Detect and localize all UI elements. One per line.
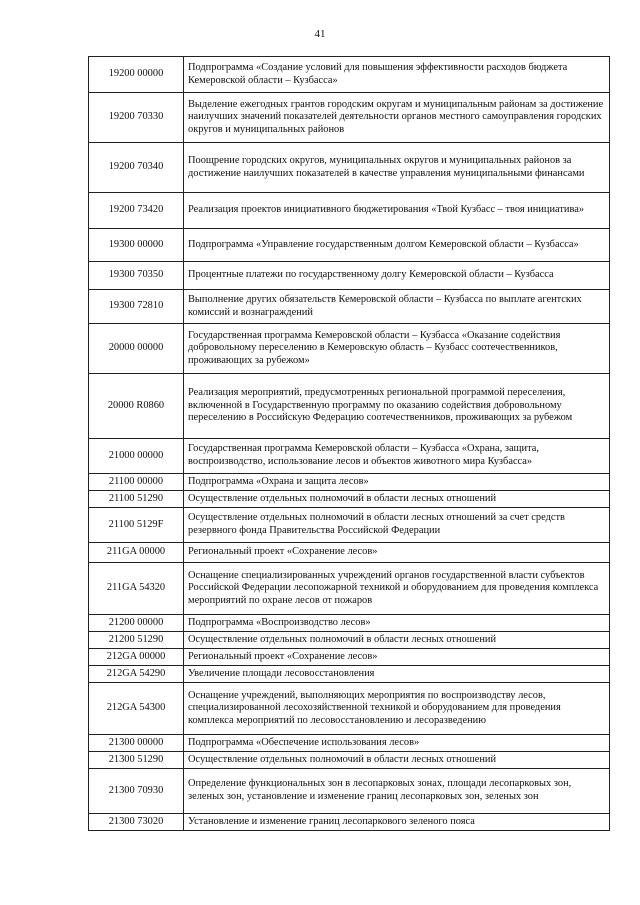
table-row	[89, 735, 610, 752]
row-code: 21200 51290	[89, 632, 184, 649]
table-row	[89, 143, 610, 193]
row-code: 21300 73020	[89, 814, 184, 831]
table-row	[89, 683, 610, 735]
row-code: 19200 70340	[89, 143, 184, 193]
row-name: Осуществление отдельных полномочий в области лесных отношений	[184, 752, 610, 769]
table-row	[89, 563, 610, 615]
row-name: Региональный проект «Сохранение лесов»	[184, 543, 610, 563]
table-row	[89, 324, 610, 374]
row-name: Осуществление отдельных полномочий в области лесных отношений	[184, 491, 610, 508]
table-row	[89, 439, 610, 474]
table-row	[89, 229, 610, 262]
row-code: 19200 70330	[89, 93, 184, 143]
budget-codes-table-body	[89, 57, 610, 831]
table-row	[89, 814, 610, 831]
row-name: Региональный проект «Сохранение лесов»	[184, 649, 610, 666]
row-code: 21300 00000	[89, 735, 184, 752]
table-row	[89, 491, 610, 508]
table-row	[89, 193, 610, 229]
row-code: 212GA 00000	[89, 649, 184, 666]
row-code: 19300 70350	[89, 262, 184, 290]
row-name: Государственная программа Кемеровской области – Кузбасса «Охрана, защита, воспроизводство, использование лесов и объектов животного мира Кузбасса»	[184, 439, 610, 474]
row-name: Поощрение городских округов, муниципальных округов и муниципальных районов за достижение наилучших показателей в качестве управления муниципальными финансами	[184, 143, 610, 193]
page-number: 41	[314, 28, 326, 40]
row-code: 21100 51290	[89, 491, 184, 508]
row-name: Выделение ежегодных грантов городским округам и муниципальным районам за достижение наилучших значений показателей деятельности органов местного самоуправления городских округов и муниципальных районов	[184, 93, 610, 143]
row-code: 20000 R0860	[89, 374, 184, 439]
row-code: 19300 72810	[89, 290, 184, 324]
row-name: Подпрограмма «Создание условий для повышения эффективности расходов бюджета Кемеровской области – Кузбасса»	[184, 57, 610, 93]
row-name: Подпрограмма «Воспроизводство лесов»	[184, 615, 610, 632]
row-name: Подпрограмма «Обеспечение использования лесов»	[184, 735, 610, 752]
row-name: Подпрограмма «Управление государственным долгом Кемеровской области – Кузбасса»	[184, 229, 610, 262]
table-row	[89, 508, 610, 543]
row-code: 21100 00000	[89, 474, 184, 491]
table-row	[89, 649, 610, 666]
table-row	[89, 290, 610, 324]
row-code: 20000 00000	[89, 324, 184, 374]
table-row	[89, 752, 610, 769]
row-code: 19300 00000	[89, 229, 184, 262]
row-code: 21200 00000	[89, 615, 184, 632]
table-row	[89, 543, 610, 563]
row-name: Оснащение учреждений, выполняющих мероприятия по воспроизводству лесов, специализированной лесохозяйственной техникой и оборудованием для проведения комплекса мероприятий по лесовосстановлению и лесоразведению	[184, 683, 610, 735]
row-code: 211GA 54320	[89, 563, 184, 615]
row-code: 21100 5129F	[89, 508, 184, 543]
row-code: 21300 70930	[89, 769, 184, 814]
row-name: Выполнение других обязательств Кемеровской области – Кузбасса по выплате агентских комиссий и вознаграждений	[184, 290, 610, 324]
row-code: 19200 73420	[89, 193, 184, 229]
budget-codes-table	[88, 56, 610, 831]
row-code: 21300 51290	[89, 752, 184, 769]
table-row	[89, 666, 610, 683]
row-name: Реализация проектов инициативного бюджетирования «Твой Кузбасс – твоя инициатива»	[184, 193, 610, 229]
row-name: Увеличение площади лесовосстановления	[184, 666, 610, 683]
row-name: Установление и изменение границ лесопаркового зеленого пояса	[184, 814, 610, 831]
table-row	[89, 57, 610, 93]
row-name: Государственная программа Кемеровской области – Кузбасса «Оказание содействия добровольному переселению в Кемеровскую область – Кузбасс соотечественников, проживающих за рубежом»	[184, 324, 610, 374]
table-row	[89, 632, 610, 649]
row-code: 211GA 00000	[89, 543, 184, 563]
row-name: Оснащение специализированных учреждений органов государственной власти субъектов Российской Федерации лесопожарной техникой и оборудованием для проведения комплекса мероприятий по охране лесов от пожаров	[184, 563, 610, 615]
table-row	[89, 93, 610, 143]
row-code: 212GA 54290	[89, 666, 184, 683]
row-name: Реализация мероприятий, предусмотренных региональной программой переселения, включенной в Государственную программу по оказанию содействия добровольному переселению в Российскую Федерацию соотечественников, проживающих за рубежом	[184, 374, 610, 439]
table-row	[89, 769, 610, 814]
row-name: Осуществление отдельных полномочий в области лесных отношений	[184, 632, 610, 649]
row-name: Осуществление отдельных полномочий в области лесных отношений за счет средств резервного фонда Правительства Российской Федерации	[184, 508, 610, 543]
row-name: Подпрограмма «Охрана и защита лесов»	[184, 474, 610, 491]
table-row	[89, 374, 610, 439]
table-row	[89, 474, 610, 491]
row-code: 19200 00000	[89, 57, 184, 93]
row-name: Процентные платежи по государственному долгу Кемеровской области – Кузбасса	[184, 262, 610, 290]
row-code: 21000 00000	[89, 439, 184, 474]
row-code: 212GA 54300	[89, 683, 184, 735]
table-row	[89, 615, 610, 632]
table-row	[89, 262, 610, 290]
row-name: Определение функциональных зон в лесопарковых зонах, площади лесопарковых зон, зеленых зон, установление и изменение границ лесопарковых зон, зеленых зон	[184, 769, 610, 814]
